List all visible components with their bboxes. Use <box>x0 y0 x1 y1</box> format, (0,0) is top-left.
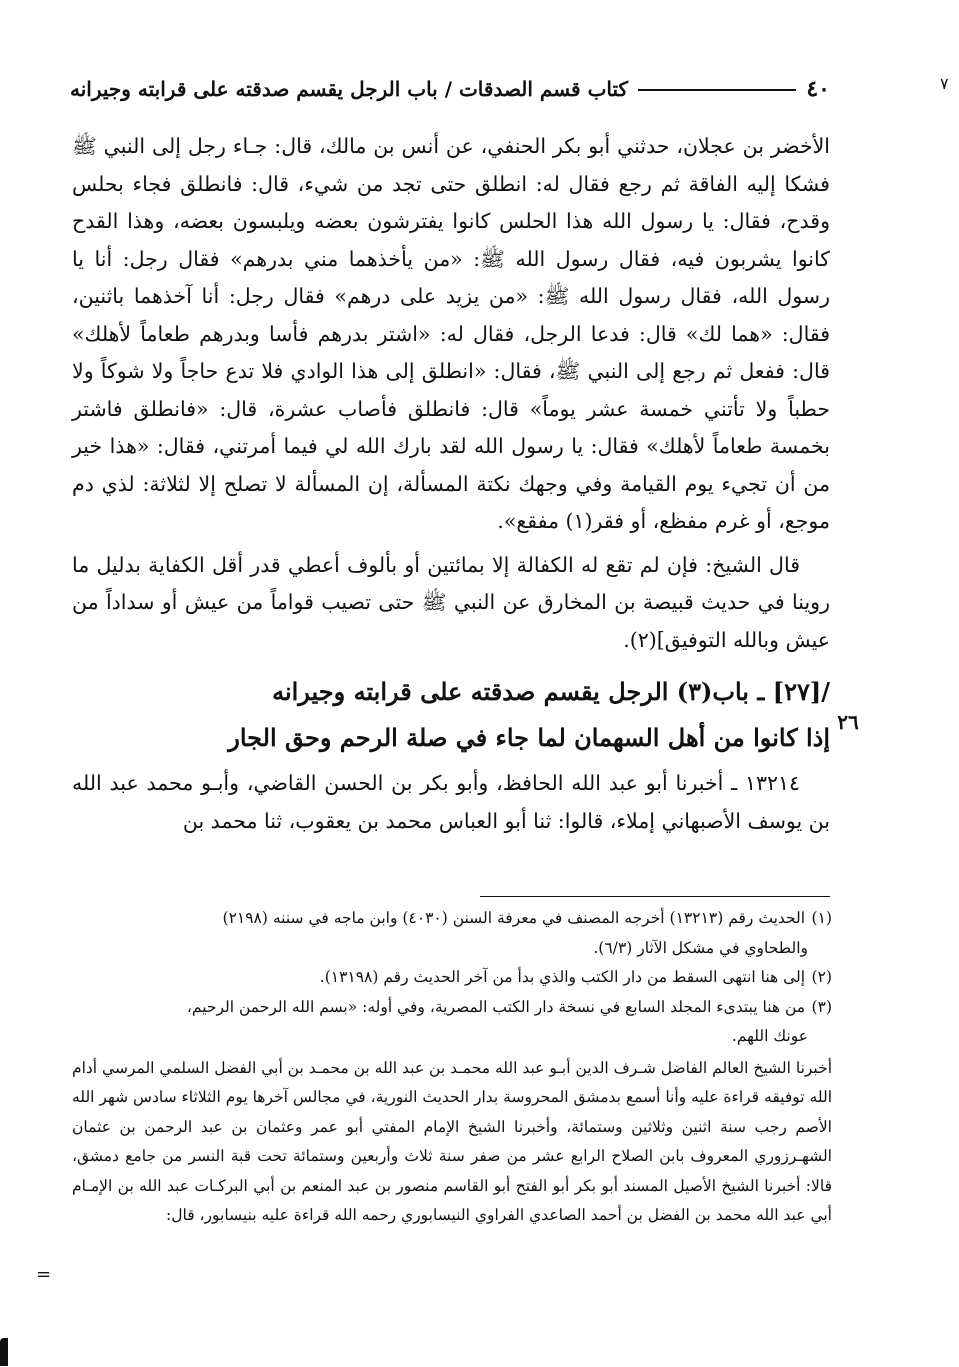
footnote-3-manuscript-text: أخبرنا الشيخ العالم الفاضل شـرف الدين أبـو عبد الله محمـد بن عبد الله بن محمـد بن أبي الفضل السلمي المرسي أدام الله توفيقه قراءة عليه وأنا أسمع بدمشق المحروسة بدار الحديث النورية، في مجالس آخرها يوم الثلاثاء سادس شهر الله الأصم رجب سنة اثنين وثلاثين وستمائة، وأخبرنا الشيخ الإمام المفتي أبو عمر وعثمان بن عبد الرحمن بن عثمان الشهـرزوري المعروف بابن الصلاح الرابع عشر من صفر سنة ثلاث وأربعين وستمائة تحت قبة النسر من جامع دمشق، قالا: أخبرنا الشيخ الأصيل المسند أبو بكر أبو الفتح أبو القاسم منصور بن عبد المنعم بن أبي البركـات عبد الله بن الإمـام أبي عبد الله محمد بن الفضل بن أحمد الصاعدي الفراوي النيسابوري رحمه الله قراءة عليه بنيسابور، قال: <box>72 1058 832 1224</box>
scan-edge-mark <box>0 1338 8 1366</box>
edge-mark: ٧ <box>940 74 949 93</box>
commentary-paragraph: قال الشيخ: فإن لم تقع له الكفالة إلا بمائتين أو بألوف أعطي قدر أقل الكفاية بدليل ما روينا في حديث قبيصة بن المخارق عن النبي ﷺ حتى تصيب قواماً من عيش أو سداداً من عيش وبالله التوفيق](٢). <box>72 552 830 652</box>
footnote-2: (٢) إلى هنا انتهى السقط من دار الكتب والذي بدأ من آخر الحديث رقم (١٣١٩٨). <box>319 968 832 986</box>
footnote-3: (٣) من هنا يبتدىء المجلد السابع في نسخة دار الكتب المصرية، وفي أوله: «بسم الله الرحمن الرحيم، <box>186 997 832 1016</box>
continuation-mark: = <box>36 1264 52 1285</box>
footnote-1: (١) الحديث رقم (١٣٢١٣) أخرجه المصنف في معرفة السنن (٤٠٣٠) وابن ماجه في سننه (٢١٩٨) <box>222 909 832 927</box>
footnote-3-continuation: عونك اللهم. <box>731 1027 808 1045</box>
chapter-heading <box>72 669 830 761</box>
chapter-heading-line-2: إذا كانوا من أهل السهمان لما جاء في صلة الرحم وحق الجار <box>228 723 830 752</box>
main-text <box>72 128 830 840</box>
footnotes <box>72 904 832 1231</box>
margin-volume-note: ٢٦ <box>837 710 859 734</box>
running-header <box>70 72 830 106</box>
footnote-1-continuation: والطحاوي في مشكل الآثار (٦/٣). <box>593 938 808 957</box>
page-number: ٤٠ <box>806 76 830 102</box>
footnote-separator <box>480 896 830 897</box>
hadith-paragraph: الأخضر بن عجلان، حدثني أبو بكر الحنفي، عن أنس بن مالك، قال: جـاء رجل إلى النبي ﷺ فشكا إليه الفاقة ثم رجع فقال له: انطلق حتى تجد من شيء، قال: فانطلق فجاء بحلس وقدح، فقال: يا رسول الله هذا الحلس كانوا يفترشون بعضه ويلبسون بعضه، وهذا القدح كانوا يشربون فيه، فقال رسول الله ﷺ: «من يأخذهما مني بدرهم» فقال رجل: أنا يا رسول الله، فقال رسول الله ﷺ: «من يزيد على درهم» فقال رجل: أنا آخذهما باثنين، فقال: «هما لك» قال: فدعا الرجل، فقال له: «اشتر بدرهم فأسا وبدرهم طعاماً لأهلك» قال: ففعل ثم رجع إلى النبي ﷺ، فقال: «انطلق إلى هذا الوادي فلا تدع حاجاً ولا شوكاً ولا حطباً ولا تأتني خمسة عشر يوماً» قال: فانطلق فأصاب عشرة، قال: «فانطلق فاشتر بخمسة طعاماً لأهلك» فقال: يا رسول الله لقد بارك الله لي فيما أمرتني، فقال: «هذا خير من أن تجيء يوم القيامة وفي وجهك نكتة المسألة، إن المسألة لا تصلح إلا لثلاثة: لذي دم موجع، أو غرم مفظع، أو فقر(١) مفقع». <box>72 134 830 533</box>
isnad-paragraph: ١٣٢١٤ ـ أخبرنا أبو عبد الله الحافظ، وأبو بكر بن الحسن القاضي، وأبـو محمد عبد الله بن يوسف الأصبهاني إملاء، قالوا: ثنا أبو العباس محمد بن يعقوب، ثنا محمد بن <box>72 771 830 833</box>
header-rule <box>638 89 796 91</box>
chapter-heading-line-1: /[٢٧] ـ باب(٣) الرجل يقسم صدقته على قرابته وجيرانه <box>272 677 830 706</box>
header-title: كتاب قسم الصدقات / باب الرجل يقسم صدقته على قرابته وجيرانه <box>70 77 629 101</box>
